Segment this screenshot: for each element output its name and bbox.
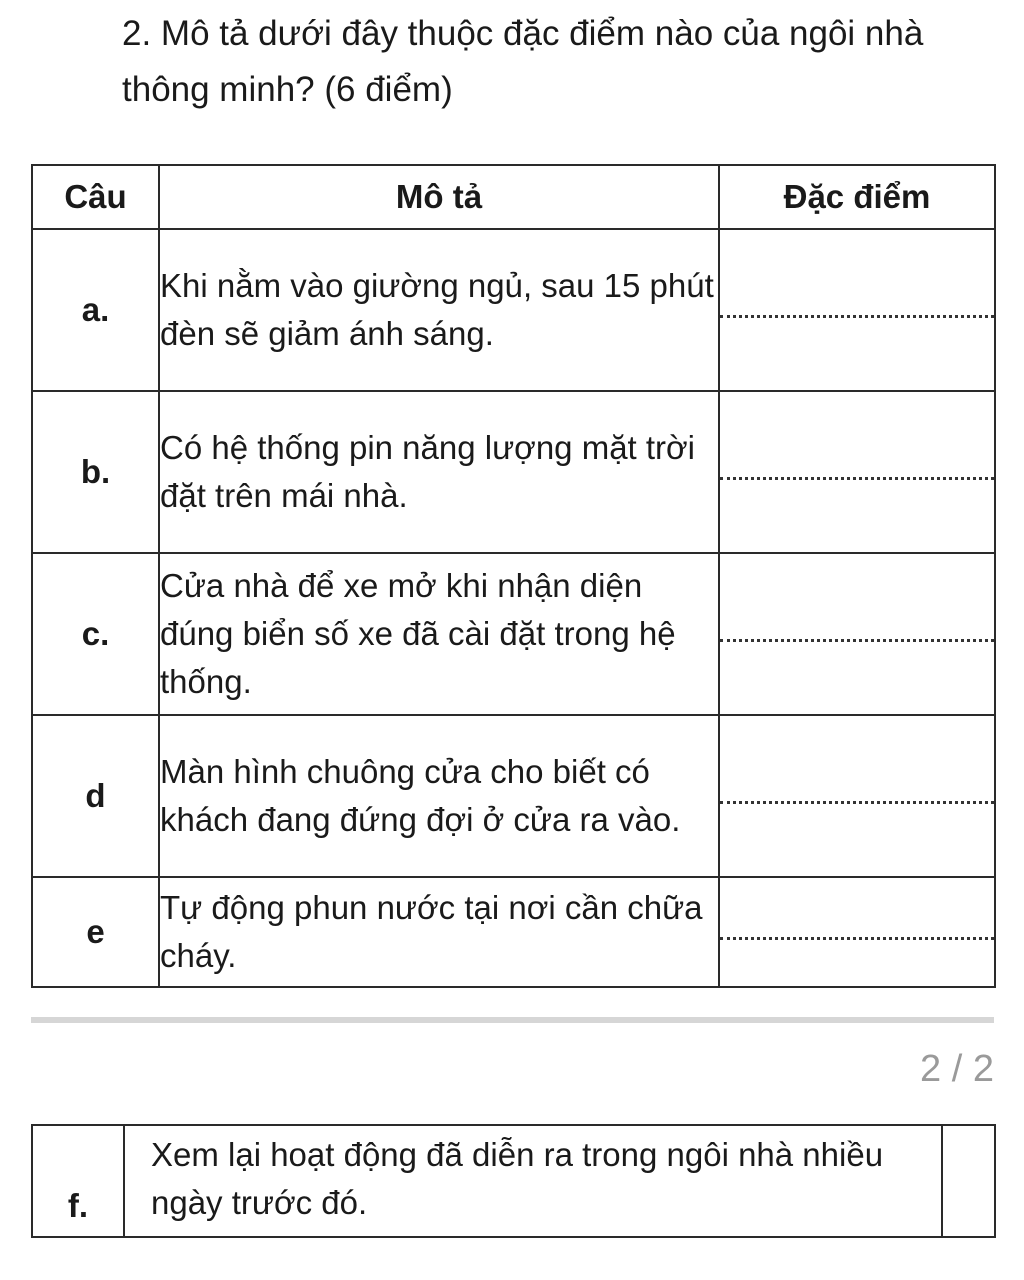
table-row xyxy=(32,1125,995,1237)
question-heading: 2. Mô tả dưới đây thuộc đặc điểm nào của ngôi nhà thông minh? (6 điểm) xyxy=(122,14,924,109)
row-description: Xem lại hoạt động đã diễn ra trong ngôi nhà nhiều ngày trước đó. xyxy=(124,1125,942,1237)
row-label: a. xyxy=(32,229,159,391)
dotted-line xyxy=(720,313,994,318)
answer-blank[interactable] xyxy=(719,229,995,391)
table-row xyxy=(32,553,995,715)
table-row xyxy=(32,391,995,553)
dotted-line xyxy=(720,637,994,642)
row-description: Cửa nhà để xe mở khi nhận diện đúng biển số xe đã cài đặt trong hệ thống. xyxy=(159,553,719,715)
table-row xyxy=(32,715,995,877)
row-description: Có hệ thống pin năng lượng mặt trời đặt trên mái nhà. xyxy=(159,391,719,553)
row-description: Tự động phun nước tại nơi cần chữa cháy. xyxy=(159,877,719,987)
header-dac-diem: Đặc điểm xyxy=(719,165,995,229)
header-cau: Câu xyxy=(32,165,159,229)
dotted-line xyxy=(720,475,994,480)
characteristics-table xyxy=(31,164,996,988)
answer-blank[interactable] xyxy=(719,553,995,715)
dotted-line xyxy=(720,799,994,804)
page-separator xyxy=(31,1017,994,1023)
table-header-row xyxy=(32,165,995,229)
answer-blank[interactable] xyxy=(719,877,995,987)
page-indicator: 2 / 2 xyxy=(920,1048,994,1090)
dotted-line xyxy=(720,935,994,940)
row-label: d xyxy=(32,715,159,877)
table-row xyxy=(32,877,995,987)
header-mo-ta: Mô tả xyxy=(159,165,719,229)
continuation-table xyxy=(31,1124,996,1238)
row-description: Màn hình chuông cửa cho biết có khách đang đứng đợi ở cửa ra vào. xyxy=(159,715,719,877)
answer-blank[interactable] xyxy=(942,1125,995,1237)
row-label: b. xyxy=(32,391,159,553)
row-label: e xyxy=(32,877,159,987)
answer-blank[interactable] xyxy=(719,391,995,553)
row-label: c. xyxy=(32,553,159,715)
row-description: Khi nằm vào giường ngủ, sau 15 phút đèn sẽ giảm ánh sáng. xyxy=(159,229,719,391)
answer-blank[interactable] xyxy=(719,715,995,877)
row-label: f. xyxy=(32,1125,124,1237)
table-row xyxy=(32,229,995,391)
